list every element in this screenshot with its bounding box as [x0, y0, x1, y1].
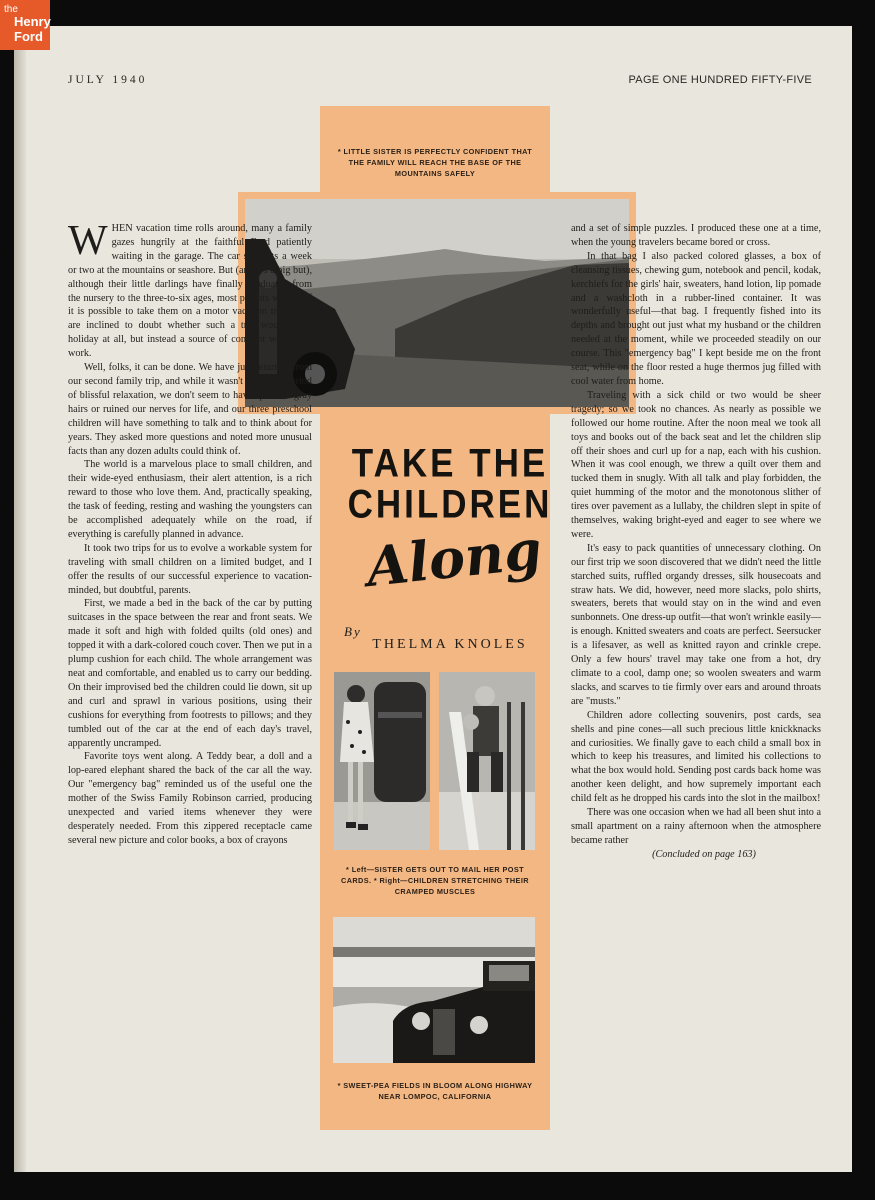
top-photo-caption: * LITTLE SISTER IS PERFECTLY CONFIDENT THAT THE FAMILY WILL REACH THE BASE OF THE MOUNTAINS SAFELY [337, 147, 533, 178]
header-page-number: PAGE ONE HUNDRED FIFTY-FIVE [628, 74, 812, 86]
byline-by: By [344, 624, 362, 639]
mailbox-photo [334, 672, 430, 850]
paragraph: It's easy to pack quantities of unnecessary clothing. On our first trip we soon discovered that we didn't need the little starched suits, ruffled organdy dresses, silk housecoats and straw hats. We did, however, need more slacks, polo shirts, sweaters, berets that would stay on in the wind and even sunbonnets. One dress-up outfit—that won't wrinkle easily—is enough. Knitted sweaters and coats are perfect. Seersucker is a lifesaver, as well as knitted rayon and crinkle crepe. Only a few hours' travel may take one from a hot, dry climate to a cool, damp one; so woolen sweaters and warm slacks, and scarves to tie firmly over ears and around throats are "musts." [571, 542, 821, 707]
logo-line-3: Ford [14, 29, 43, 44]
magazine-page [14, 26, 852, 1172]
concluded-note: (Concluded on page 163) [652, 848, 756, 860]
paragraph: The world is a marvelous place to small children, and their wide-eyed enthusiasm, their alert attention, is a rich reward to those who love them. And, practically speaking, the task of feeding, resting and washing the youngsters can be accomplished adequately while on the road, if everything is carefully planned in advance. [68, 459, 312, 540]
paragraph [68, 218, 312, 361]
slide-photo [439, 672, 535, 850]
paragraph: Well, folks, it can be done. We have just returned from our second family trip, and while it wasn't exactly a period of blissful relaxation, we don't seem to have sprouted gray hairs or ruined our nerves for life, and our three preschool children will have something to talk and to think about for years. They asked more questions and noted more unusual facts than any dozen adults could think of. [68, 362, 312, 457]
logo-line-1: the [4, 4, 18, 15]
title-line-2: CHILDREN [347, 482, 553, 527]
bottom-photo-caption: * SWEET-PEA FIELDS IN BLOOM ALONG HIGHWAY NEAR LOMPOC, CALIFORNIA [337, 1081, 533, 1101]
paragraph: Children adore collecting souvenirs, post cards, sea shells and pine cones—all such precious little knickknacks and curiosities. We finally gave to each child a small box in which to keep his treasures, and limited his collections to what the box would hold. Sending post cards back home was another keen delight, and how supremely important each child felt as he dropped his cards into the slot in the mailbox! [571, 709, 821, 805]
paragraph: First, we made a bed in the back of the car by putting suitcases in the space between the rear and front seats. We made it soft and high with folded quilts (old ones) and topped it with a dark-colored couch cover. Then we put in a plump cushion for each child. The whole arrangement was neat and comfortable, and enabled us to carry our bedding. On their improvised bed the children could lie down, sit up and curl and sprawl in various positions, using their cushions for everything from footrests to pillows; and they tumbled out of the car at the end of each day's travel, apparently uncramped. [68, 598, 312, 749]
article-column-right [571, 222, 821, 862]
paragraph-text: HEN vacation time rolls around, many a family gazes hungrily at the faithful Ford patiently waiting in the garage. The car suggests a week or two at the mountains or seashore. But (and it's a big but), although their little darlings have finally graduated from the nursery to the three-to-six ages, most parents wonder if it is possible to take them on a motor vacation trip. They are inclined to doubt whether such a trip would be a holiday at all, but instead a source of constant worry and work. [68, 223, 312, 360]
paragraph: There was one occasion when we had all been shut into a small apartment on a rainy afternoon when the atmosphere became rather [571, 807, 821, 846]
middle-photo-caption: * Left—SISTER GETS OUT TO MAIL HER POST CARDS. * Right—CHILDREN STRETCHING THEIR CRAMPED MUSCLES [341, 865, 529, 896]
page-gutter [14, 26, 26, 1172]
article-column-left [68, 218, 312, 848]
byline-author: THELMA KNOLES [372, 637, 528, 652]
title-line-1: TAKE THE [351, 441, 549, 486]
title-script: Along [363, 517, 545, 599]
paragraph: and a set of simple puzzles. I produced these one at a time, when the young travelers became bored or cross. [571, 223, 821, 248]
sweet-pea-field-photo [333, 917, 535, 1063]
henry-ford-logo [0, 0, 50, 50]
paragraph: In that bag I also packed colored glasses, a box of cleansing tissues, chewing gum, notebook and pencil, kodak, kerchiefs for the girls' hair, sweaters, hand lotion, lip pomade and a washcloth in a rubber-lined container. It was wonderfully useful—that bag. I frequently fished into its depths and brought out just what my husband or the children needed at the moment, while we proceeded steadily on our course. This "emergency bag" I kept beside me on the front seat, while on the floor rested a huge thermos jug filled with cool water from home. [571, 250, 821, 387]
paragraph: It took two trips for us to evolve a workable system for traveling with small children on a limited budget, and I offer the results of our successful experience to vacation-minded, but doubtful, parents. [68, 542, 312, 596]
drop-cap: W [68, 218, 108, 264]
paragraph: Traveling with a sick child or two would be sheer tragedy; so we took no chances. As nearly as possible we followed our home routine. After the noon meal we took all toys and books out of the back seat and let the children slip off their shoes and curl up for a nap, each with his cushion. When it was cool enough, we threw a quilt over them and tucked them in snugly. With all talk and play forbidden, the quiet humming of the motor and the monotonous slither of tires over pavement as a lullaby, the children slept in spite of themselves, waking bright-eyed and eager to see where we were. [571, 389, 821, 540]
header-date: JULY 1940 [68, 74, 148, 86]
logo-line-2: Henry [14, 14, 51, 29]
paragraph: Favorite toys went along. A Teddy bear, a doll and a lop-eared elephant shared the back of the car all the way. Our "emergency bag" reminded us of the useful one the mother of the Swiss Family Robinson carried, producing unexpected and varied items whenever they were desperately needed. From this zippered receptacle came several new picture and color books, a box of crayons [68, 751, 312, 846]
